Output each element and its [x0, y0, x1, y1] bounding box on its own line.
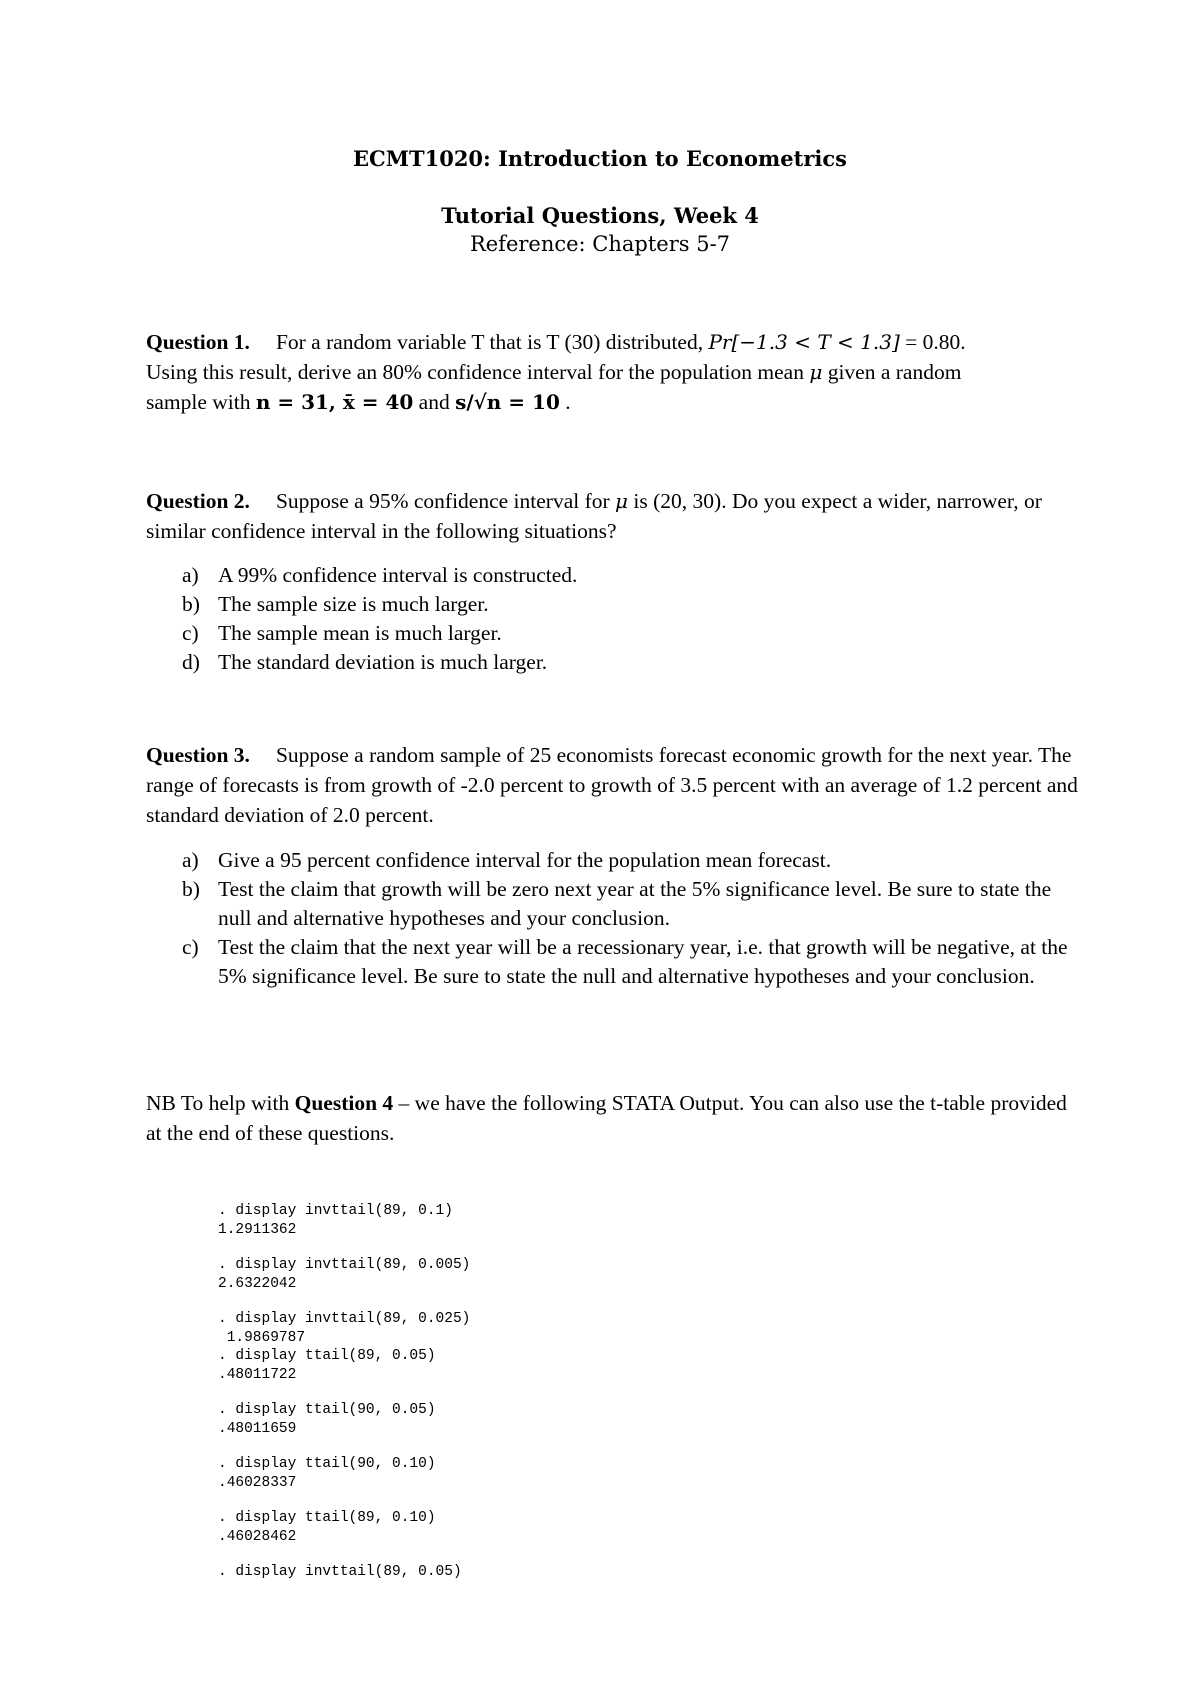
question-1-text-3: given a random	[822, 360, 962, 384]
item-marker: b)	[182, 592, 200, 616]
question-2-label: Question 2.	[146, 489, 250, 513]
stata-result: 1.9869787	[218, 1329, 306, 1346]
stata-result: 1.2911362	[218, 1221, 297, 1238]
item-text: Give a 95 percent confidence interval for the population mean forecast.	[218, 848, 832, 872]
list-item	[146, 846, 1081, 875]
stata-result: .46028337	[218, 1474, 297, 1491]
sample-values: n = 31, x̄ = 40	[255, 390, 414, 414]
standard-error-value: s/√n = 10	[455, 390, 560, 414]
nb-prefix: NB To help with	[146, 1091, 295, 1115]
stata-command: . display ttail(89, 0.10)	[218, 1510, 436, 1526]
question-2-text-2: is (20, 30). Do you expect a wider, narrower, or similar confidence interval in the following situations?	[146, 489, 1042, 543]
item-text: A 99% confidence interval is constructed.	[218, 563, 578, 587]
item-text: The standard deviation is much larger.	[218, 650, 548, 674]
nb-suffix: – we have the following STATA Output. You can also use the t-table provided at the end of these questions.	[146, 1091, 1067, 1145]
item-marker: a)	[182, 848, 199, 872]
stata-result: .48011722	[218, 1366, 297, 1383]
item-text: Test the claim that growth will be zero next year at the 5% significance level. Be sure to state the null and alternative hypotheses and your conclusion.	[218, 877, 1052, 930]
item-marker: b)	[182, 877, 200, 901]
stata-command: . display invttail(89, 0.025)	[218, 1311, 471, 1327]
stata-command: . display ttail(89, 0.05)	[218, 1348, 436, 1364]
question-1	[146, 327, 1081, 417]
question-2-text: Suppose a 95% confidence interval for	[275, 489, 616, 513]
question-1-end: .	[559, 390, 571, 414]
question-3-text: Suppose a random sample of 25 economists forecast economic growth for the next year. The range of forecasts is from growth of -2.0 percent to growth of 3.5 percent with an average of 1.2 percent and standard deviation of 2.0 percent.	[146, 743, 1078, 827]
question-1-line-1	[146, 327, 1081, 357]
item-marker: c)	[182, 935, 199, 959]
item-marker: a)	[182, 563, 199, 587]
question-1-text: For a random variable T that is T (30) distributed,	[275, 330, 709, 354]
mu-symbol: μ	[809, 360, 823, 384]
question-1-and: and	[413, 390, 456, 414]
question-1-text-4: sample with	[146, 390, 256, 414]
stata-result: 2.6322042	[218, 1275, 297, 1292]
mu-symbol: μ	[615, 489, 629, 513]
stata-result: .46028462	[218, 1528, 297, 1545]
question-2	[146, 486, 1081, 546]
item-text: The sample size is much larger.	[218, 592, 489, 616]
question-1-label: Question 1.	[146, 330, 250, 354]
reference-line: Reference: Chapters 5-7	[469, 232, 731, 256]
question-2-list	[146, 561, 1081, 677]
stata-result: .48011659	[218, 1420, 297, 1437]
stata-command: . display ttail(90, 0.10)	[218, 1456, 436, 1472]
question-1-probability-value: = 0.80.	[899, 330, 966, 354]
list-item	[146, 875, 1081, 933]
list-item	[146, 648, 1081, 677]
question-1-text-2: Using this result, derive an 80% confidence interval for the population mean	[146, 360, 810, 384]
stata-command: . display invttail(89, 0.05)	[218, 1564, 462, 1580]
stata-command: . display invttail(89, 0.1)	[218, 1203, 453, 1219]
item-marker: d)	[182, 650, 200, 674]
list-item	[146, 619, 1081, 648]
list-item	[146, 933, 1081, 991]
question-1-probability: Pr[−1.3 < T < 1.3]	[708, 330, 900, 354]
question-3-list	[146, 846, 1081, 991]
stata-command: . display ttail(90, 0.05)	[218, 1402, 436, 1418]
stata-command: . display invttail(89, 0.005)	[218, 1257, 471, 1273]
nb-note	[146, 1088, 1081, 1148]
list-item	[146, 561, 1081, 590]
list-item	[146, 590, 1081, 619]
question-3-label: Question 3.	[146, 743, 250, 767]
tutorial-subtitle: Tutorial Questions, Week 4	[441, 203, 759, 228]
course-title: ECMT1020: Introduction to Econometrics	[353, 146, 847, 171]
question-1-line-3	[146, 387, 1081, 417]
question-3	[146, 740, 1081, 830]
stata-output	[218, 1165, 470, 1619]
question-4-ref: Question 4	[294, 1091, 394, 1115]
item-text: The sample mean is much larger.	[218, 621, 502, 645]
question-1-line-2	[146, 357, 1081, 387]
item-marker: c)	[182, 621, 199, 645]
item-text: Test the claim that the next year will be a recessionary year, i.e. that growth will be negative, at the 5% significance level. Be sure to state the null and alternative hypotheses and your conclusion.	[218, 935, 1068, 988]
